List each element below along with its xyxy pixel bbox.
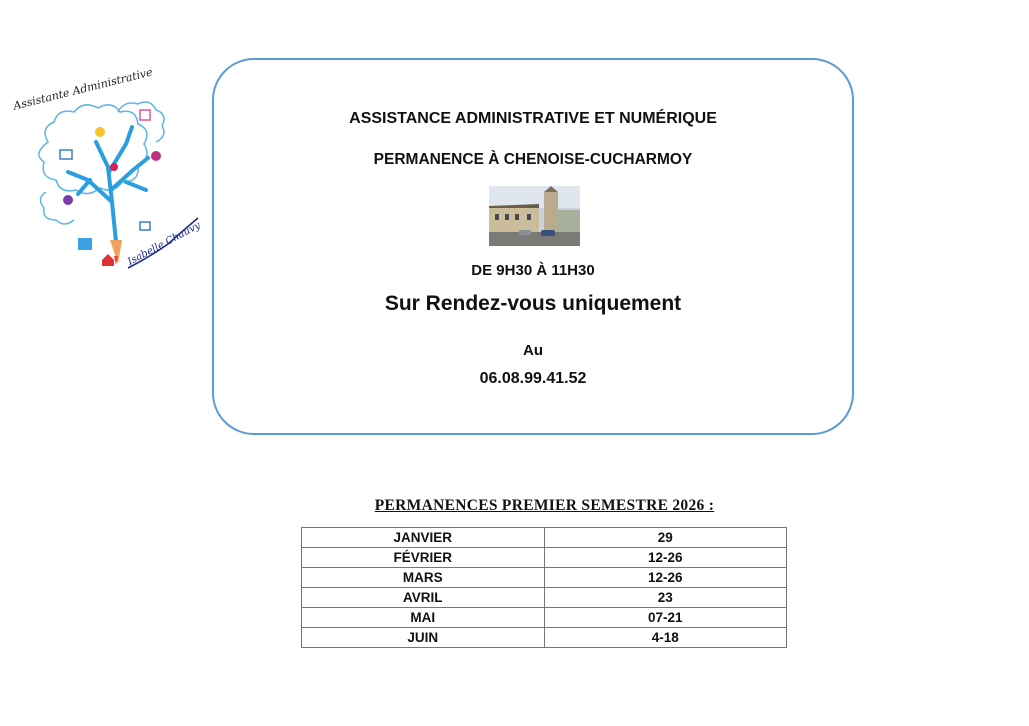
au-label: Au bbox=[523, 342, 543, 359]
days-cell: 29 bbox=[544, 528, 787, 548]
table-row bbox=[302, 628, 787, 648]
table-row bbox=[302, 528, 787, 548]
month-cell: AVRIL bbox=[302, 588, 545, 608]
card-title: ASSISTANCE ADMINISTRATIVE ET NUMÉRIQUE bbox=[349, 110, 717, 127]
church-village-photo-icon bbox=[489, 186, 580, 246]
hours: DE 9H30 À 11H30 bbox=[471, 262, 595, 279]
info-card bbox=[212, 58, 854, 435]
appointment-note: Sur Rendez-vous uniquement bbox=[384, 292, 682, 315]
month-cell: JANVIER bbox=[302, 528, 545, 548]
month-cell: MAI bbox=[302, 608, 545, 628]
table-row bbox=[302, 588, 787, 608]
table-row bbox=[302, 608, 787, 628]
schedule-title: PERMANENCES PREMIER SEMESTRE 2026 : bbox=[374, 497, 715, 514]
month-cell: MARS bbox=[302, 568, 545, 588]
church-photo bbox=[489, 186, 580, 246]
table-row bbox=[302, 568, 787, 588]
phone-number: 06.08.99.41.52 bbox=[479, 370, 587, 387]
logo bbox=[8, 65, 208, 287]
table-row bbox=[302, 548, 787, 568]
logo-signature: Isabelle Chauvy bbox=[126, 220, 203, 268]
days-cell: 12-26 bbox=[544, 568, 787, 588]
month-cell: FÉVRIER bbox=[302, 548, 545, 568]
days-cell: 12-26 bbox=[544, 548, 787, 568]
days-cell: 07-21 bbox=[544, 608, 787, 628]
days-cell: 23 bbox=[544, 588, 787, 608]
days-cell: 4-18 bbox=[544, 628, 787, 648]
month-cell: JUIN bbox=[302, 628, 545, 648]
schedule-table bbox=[301, 527, 787, 648]
logo-title: Assistante Administrative bbox=[12, 65, 154, 113]
card-subtitle: PERMANENCE À CHENOISE-CUCHARMOY bbox=[373, 151, 693, 168]
